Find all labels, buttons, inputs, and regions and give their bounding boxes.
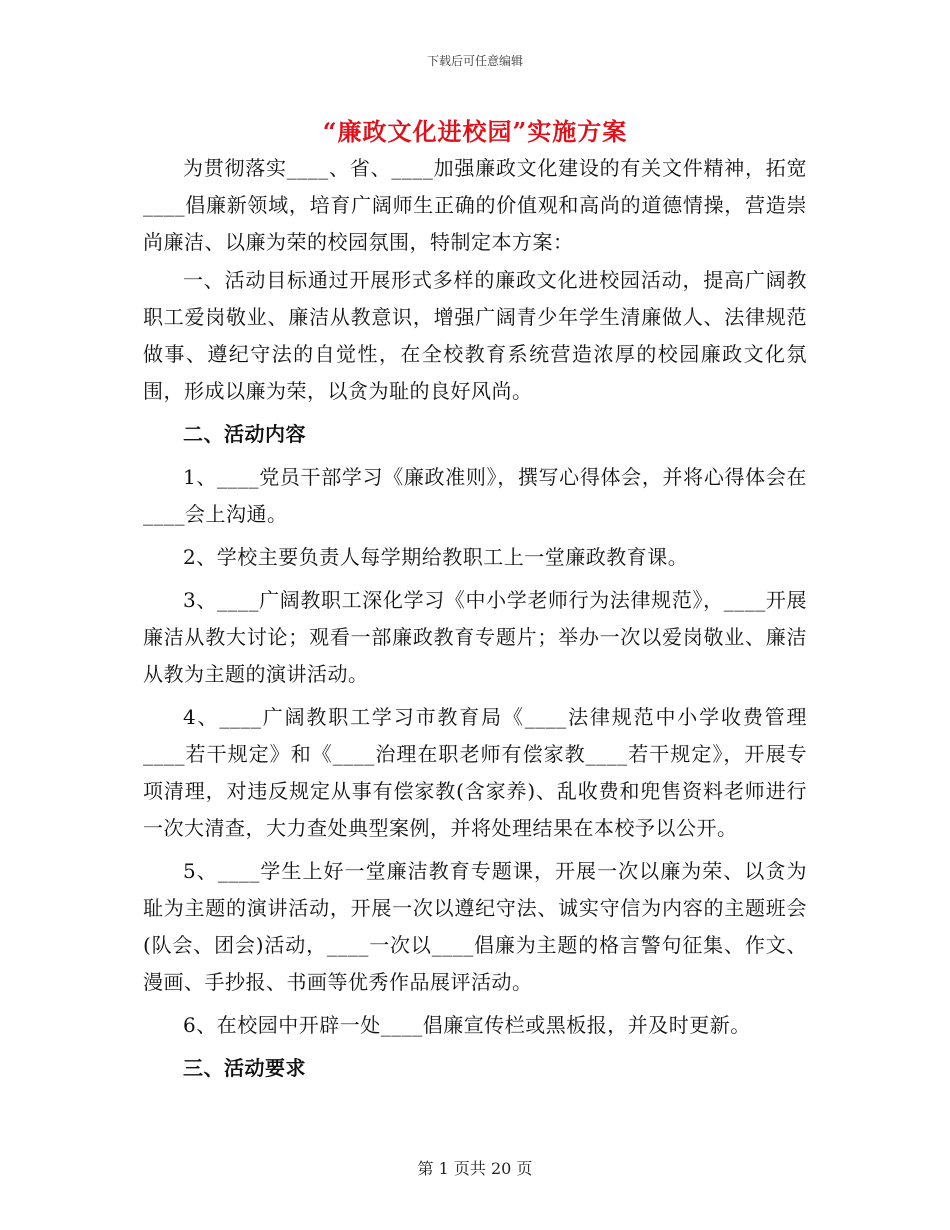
page-header: 下载后可任意编辑 <box>426 54 523 68</box>
section-1-paragraph: 一、活动目标通过开展形式多样的廉政文化进校园活动，提高广阔教职工爱岗敬业、廉洁从教意识，增强广阔青少年学生清廉做人、法律规范做事、遵纪守法的自觉性，在全校教育系统营造浓厚的校园廉政文化氛围，形成以廉为荣，以贪为耻的良好风尚。 <box>143 268 807 403</box>
content-item-3: 3、____广阔教职工深化学习《中小学老师行为法律规范》，____开展廉洁从教大讨论；观看一部廉政教育专题片；举办一次以爱岗敬业、廉洁从教为主题的演讲活动。 <box>143 588 807 686</box>
document-title: “廉政文化进校园”实施方案 <box>322 117 628 146</box>
content-item-4: 4、____广阔教职工学习市教育局《____法律规范中小学收费管理____若干规定》和《____治理在职老师有偿家教____若干规定》，开展专项清理，对违反规定从事有偿家教(含家养)、乱收费和兜售资料老师进行一次大清查，大力查处典型案例，并将处理结果在本校予以公开。 <box>143 705 807 840</box>
content-item-1: 1、____党员干部学习《廉政准则》，撰写心得体会，并将心得体会在____会上沟通。 <box>143 465 807 526</box>
document-body <box>143 150 807 1088</box>
content-item-2: 2、学校主要负责人每学期给教职工上一堂廉政教育课。 <box>183 545 689 569</box>
section-3-heading: 三、活动要求 <box>183 1056 306 1080</box>
section-2-heading: 二、活动内容 <box>183 422 306 446</box>
content-item-5: 5、____学生上好一堂廉洁教育专题课，开展一次以廉为荣、以贪为耻为主题的演讲活动，开展一次以遵纪守法、诚实守信为内容的主题班会(队会、团会)活动，____一次以____倡廉为主题的格言警句征集、作文、漫画、手抄报、书画等优秀作品展评活动。 <box>143 859 807 994</box>
page-number: 第 1 页共 20 页 <box>417 1159 533 1178</box>
content-item-6: 6、在校园中开辟一处____倡廉宣传栏或黑板报，并及时更新。 <box>183 1013 751 1037</box>
intro-paragraph: 为贯彻落实____、省、____加强廉政文化建设的有关文件精神，拓宽____倡廉新领域，培育广阔师生正确的价值观和高尚的道德情操，营造崇尚廉洁、以廉为荣的校园氛围，特制定本方案： <box>143 156 807 254</box>
